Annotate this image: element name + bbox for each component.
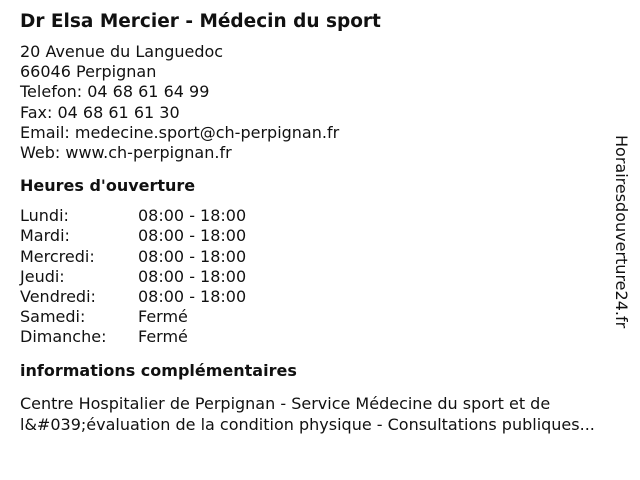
day-label: Mercredi: — [20, 246, 95, 266]
time-value: Fermé — [138, 327, 188, 347]
hours-row-thursday — [20, 267, 620, 287]
hours-row-wednesday — [20, 247, 620, 267]
address-street: 20 Avenue du Languedoc — [20, 42, 224, 61]
info-description: Centre Hospitalier de Perpignan - Service Médecine du sport et de l&#039;évaluation de la condition physique - Consultations publiques... — [20, 393, 595, 434]
hours-row-tuesday — [20, 226, 620, 246]
day-label: Vendredi: — [20, 287, 96, 307]
web-line[interactable]: Web: www.ch-perpignan.fr — [20, 143, 232, 163]
time-value: 08:00 - 18:00 — [138, 226, 247, 246]
phone-line[interactable]: Telefon: 04 68 61 64 99 — [20, 82, 210, 102]
info-heading: informations complémentaires — [20, 360, 297, 380]
day-label: Jeudi: — [20, 266, 65, 286]
time-value: 08:00 - 18:00 — [138, 246, 247, 266]
day-label: Dimanche: — [20, 327, 107, 347]
hours-row-monday — [20, 206, 620, 226]
fax-line: Fax: 04 68 61 61 30 — [20, 102, 180, 122]
page-title: Dr Elsa Mercier - Médecin du sport — [20, 11, 381, 32]
hours-row-friday — [20, 287, 620, 307]
listing-card — [20, 10, 620, 435]
address-city: 66046 Perpignan — [20, 62, 157, 82]
time-value: 08:00 - 18:00 — [138, 287, 247, 307]
day-label: Mardi: — [20, 226, 70, 246]
hours-table — [20, 206, 620, 347]
time-value: Fermé — [138, 307, 188, 327]
hours-row-saturday — [20, 307, 620, 327]
email-line[interactable]: Email: medecine.sport@ch-perpignan.fr — [20, 122, 340, 142]
hours-heading: Heures d'ouverture — [20, 176, 196, 196]
hours-row-sunday — [20, 327, 620, 347]
time-value: 08:00 - 18:00 — [138, 206, 247, 226]
day-label: Samedi: — [20, 307, 86, 327]
time-value: 08:00 - 18:00 — [138, 266, 247, 286]
watermark-brand-text: Horairesdouverture24.fr — [612, 135, 631, 329]
day-label: Lundi: — [20, 206, 69, 226]
